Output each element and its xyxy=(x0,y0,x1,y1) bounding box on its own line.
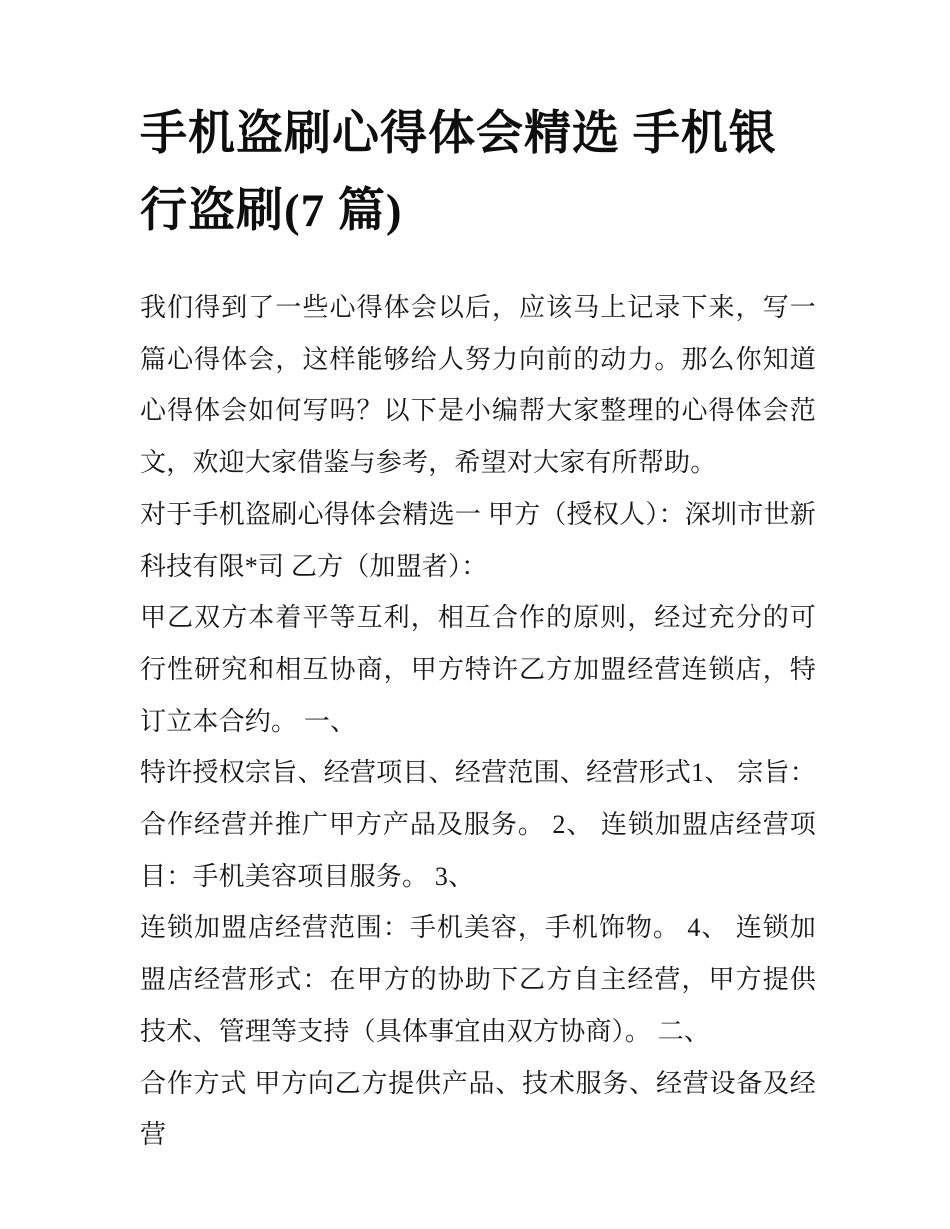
paragraph-principles: 甲乙双方本着平等互利，相互合作的原则，经过充分的可行性研究和相互协商，甲方特许乙方加盟经营连锁店，特订立本合约。 一、 xyxy=(140,603,816,736)
paragraph-authorization-scope: 特许授权宗旨、经营项目、经营范围、经营形式1、 宗旨：合作经营并推广甲方产品及服务。 2、 连锁加盟店经营项目：手机美容项目服务。 3、 xyxy=(140,758,816,891)
document-page xyxy=(140,96,816,1161)
paragraph-cooperation-method: 合作方式 甲方向乙方提供产品、技术服务、经营设备及经营 xyxy=(140,1068,816,1150)
paragraph-intro: 我们得到了一些心得体会以后，应该马上记录下来，写一篇心得体会，这样能够给人努力向前的动力。那么你知道心得体会如何写吗？以下是小编帮大家整理的心得体会范文，欢迎大家借鉴与参考，希望对大家有所帮助。 xyxy=(140,293,816,478)
paragraph-parties: 对于手机盗刷心得体会精选一 甲方（授权人）：深圳市世新科技有限*司 乙方（加盟者）： xyxy=(140,499,816,581)
paragraph-business-scope: 连锁加盟店经营范围：手机美容，手机饰物。 4、 连锁加盟店经营形式：在甲方的协助下乙方自主经营，甲方提供技术、管理等支持（具体事宜由双方协商）。 二、 xyxy=(140,913,816,1046)
document-title: 手机盗刷心得体会精选 手机银行盗刷(7 篇) xyxy=(140,108,777,237)
document-body xyxy=(140,282,816,1161)
